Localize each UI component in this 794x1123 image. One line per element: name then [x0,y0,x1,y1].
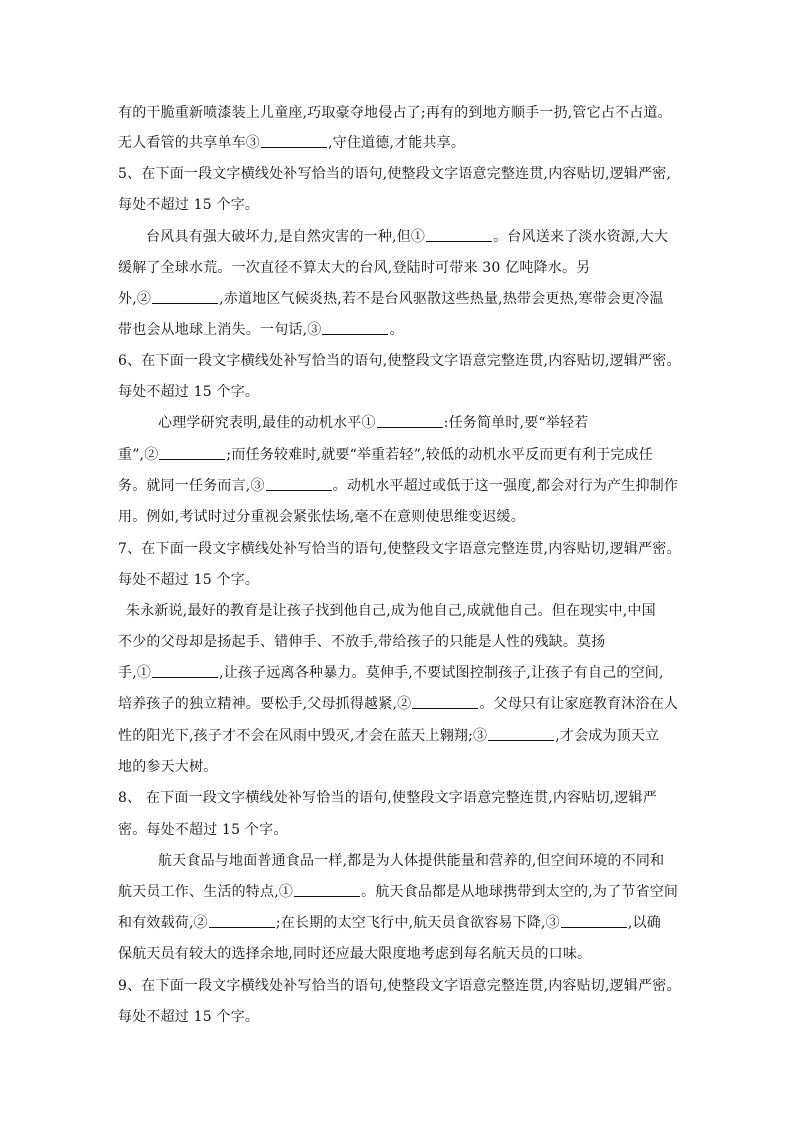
text-line: 航天食品与地面普通食品一样,都是为人体提供能量和营养的,但空间环境的不同和 [158,853,665,869]
text-line: 和有效载荷,② ;在长期的太空飞行中,航天员食欲容易下降,③ ,以确 [118,915,661,931]
text-line: 外,② ,赤道地区气候炎热,若不是台风驱散这些热量,热带会更热,寒带会更冷温 [118,291,664,307]
text-line: 培养孩子的独立精神。要松手,父母抓得越紧,② 。父母只有让家庭教育沐浴在人 [118,696,679,712]
answer-blank[interactable] [377,413,443,428]
question-6-prompt: 6、在下面一段文字横线处补写恰当的语句,使整段文字语意完整连贯,内容贴切,逻辑严密。 [118,353,681,369]
question-5-limit: 每处不超过 15 个字。 [118,197,260,213]
answer-blank[interactable] [159,445,225,460]
text-line: 性的阳光下,孩子才不会在风雨中毁灭,才会在蓝天上翱翔;③ ,才会成为顶天立 [118,728,660,744]
text-line: 保航天员有较大的选择余地,同时还应最大限度地考虑到每名航天员的口味。 [118,946,592,962]
text-line: 务。就同一任务而言,③ 。动机水平超过或低于这一强度,都会对行为产生抑制作 [118,478,679,494]
text-line: 朱永新说,最好的教育是让孩子找到他自己,成为他自己,成就他自己。但在现实中,中国 [126,603,656,619]
answer-blank[interactable] [412,694,478,709]
question-7-prompt: 7、在下面一段文字横线处补写恰当的语句,使整段文字语意完整连贯,内容贴切,逻辑严密。 [118,541,681,557]
text-line: 不少的父母却是扬起手、错伸手、不放手,带给孩子的只能是人性的残缺。莫扬 [118,634,606,650]
answer-blank[interactable] [152,663,218,678]
answer-blank[interactable] [266,476,332,491]
text-line: 台风具有强大破坏力,是自然灾害的一种,但① 。台风送来了淡水资源,大大 [146,229,669,245]
answer-blank[interactable] [561,913,627,928]
text-line: 心理学研究表明,最佳的动机水平① :任务简单时,要“举轻若 [158,415,589,431]
text-line: 有的干脆重新喷漆装上儿童座,巧取豪夺地侵占了;再有的到地方顺手一扔,管它占不占道。 [118,105,672,121]
answer-blank[interactable] [152,289,218,304]
question-9-prompt: 9、在下面一段文字横线处补写恰当的语句,使整段文字语意完整连贯,内容贴切,逻辑严密。 [118,978,681,994]
text-line: 缓解了全球水荒。一次直径不算太大的台风,登陆时可带来 30 亿吨降水。另 [118,260,591,276]
answer-blank[interactable] [488,726,554,741]
answer-blank[interactable] [261,133,327,148]
text-line: 地的参天大树。 [118,759,218,775]
question-6-limit: 每处不超过 15 个字。 [118,384,260,400]
text-line: 手,① ,让孩子远离各种暴力。莫伸手,不要试图控制孩子,让孩子有自己的空间, [118,665,664,681]
question-7-limit: 每处不超过 15 个字。 [118,572,260,588]
text-line: 重”,② ;而任务较难时,就要“举重若轻”,较低的动机水平反而更有利于完成任 [118,447,653,463]
answer-blank[interactable] [426,227,492,242]
answer-blank[interactable] [209,913,275,928]
answer-blank[interactable] [322,320,388,335]
text-line: 航天员工作、生活的特点,① 。航天食品都是从地球携带到太空的,为了节省空间 [118,884,679,900]
question-8-limit: 密。每处不超过 15 个字。 [118,822,288,838]
text-line: 无人看管的共享单车③ ,守住道德,才能共享。 [118,135,466,151]
text-line: 带也会从地球上消失。一句话,③ 。 [118,322,404,338]
question-8-prompt: 8、 在下面一段文字横线处补写恰当的语句,使整段文字语意完整连贯,内容贴切,逻辑严 [118,790,657,806]
question-9-limit: 每处不超过 15 个字。 [118,1009,260,1025]
question-5-prompt: 5、在下面一段文字横线处补写恰当的语句,使整段文字语意完整连贯,内容贴切,逻辑严密, [118,166,672,182]
answer-blank[interactable] [294,882,360,897]
text-line: 用。例如,考试时过分重视会紧张怯场,毫不在意则使思维变迟缓。 [118,509,525,525]
